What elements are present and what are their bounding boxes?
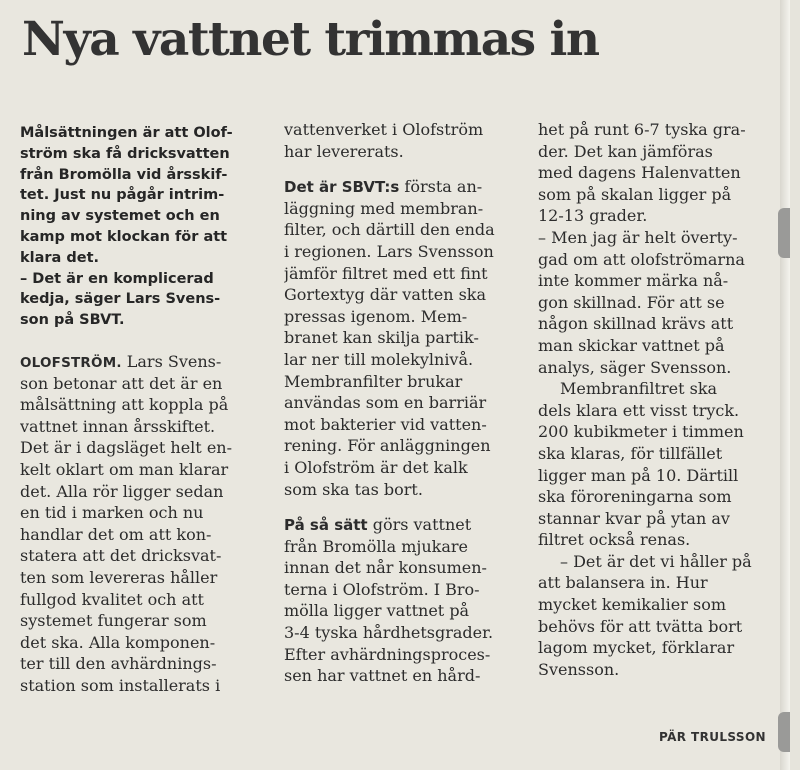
body-line: Det är SBVT:s första an- (284, 177, 483, 197)
body-line: statera att det dricksvat- (20, 546, 222, 566)
lead-line: Målsättningen är att Olof- (20, 125, 233, 141)
page-edge (780, 0, 790, 770)
body-line: som på skalan ligger på (538, 184, 732, 204)
lead-line: tet. Just nu pågår intrim- (20, 187, 225, 204)
lead-line: kedja, säger Lars Svens- (20, 291, 221, 308)
subhead: På så sätt (284, 516, 368, 535)
body-line: det ska. Alla komponen- (20, 632, 216, 652)
body-line: i regionen. Lars Svensson (284, 241, 494, 261)
body-line: mycket kemikalier som (538, 595, 726, 615)
body-line: 12-13 grader. (538, 206, 648, 226)
body-line: målsättning att koppla på (20, 395, 229, 415)
body-line: som ska tas bort. (284, 479, 423, 499)
body-line: behövs för att tvätta bort (538, 616, 743, 636)
lead-line: klara det. (20, 249, 100, 266)
body-line: station som installerats i (20, 675, 221, 695)
paragraph-gap (284, 162, 522, 176)
body-line: det. Alla rör ligger sedan (20, 481, 224, 501)
body-line: På så sätt görs vattnet (284, 515, 472, 535)
body-line: ska klaras, för tillfället (538, 443, 723, 463)
subhead: Det är SBVT:s (284, 178, 400, 197)
body-line: i Olofström är det kalk (284, 457, 468, 477)
body-line: kelt oklart om man klarar (20, 459, 229, 479)
body-line: son betonar att det är en (20, 373, 223, 393)
body-line: 3-4 tyska hårdhetsgrader. (284, 623, 494, 643)
body-line: rening. För anläggningen (284, 436, 491, 456)
body-line: analys, säger Svensson. (538, 357, 732, 377)
body-line: het på runt 6-7 tyska gra- (538, 120, 746, 139)
body-line: branet kan skilja partik- (284, 328, 479, 348)
paragraph-gap (20, 331, 266, 351)
body-line: har levererats. (284, 141, 404, 161)
body-line: Gortextyg där vatten ska (284, 285, 487, 305)
lead-line: son på SBVT. (20, 312, 125, 329)
body-line: man skickar vattnet på (538, 335, 725, 355)
body-line: handlar det om att kon- (20, 524, 212, 544)
body-line: lagom mycket, förklarar (538, 638, 735, 658)
body-line: från Bromölla mjukare (284, 536, 468, 556)
body-line: lar ner till molekylnivå. (284, 349, 474, 369)
lead-line: från Bromölla vid årsskif- (20, 166, 228, 183)
body-line: fullgod kvalitet och att (20, 589, 204, 609)
body-line: – Det är det vi håller på (560, 551, 752, 571)
body-line: mot bakterier vid vatten- (284, 414, 487, 434)
body-line: vattnet innan årsskiftet. (20, 416, 216, 436)
body-line: gon skillnad. För att se (538, 292, 725, 312)
column-2 (284, 119, 522, 687)
body-line: Membranfiltret ska (560, 379, 718, 399)
body-line: Membranfilter brukar (284, 371, 463, 391)
dateline: OLOFSTRÖM. (20, 354, 122, 371)
body-line: mölla ligger vattnet på (284, 601, 470, 621)
body-line: att balansera in. Hur (538, 573, 708, 593)
body-line: – Men jag är helt överty- (538, 227, 738, 247)
body-line: en tid i marken och nu (20, 503, 204, 523)
body-line: Svensson. (538, 659, 620, 679)
body-line: användas som en barriär (284, 393, 487, 413)
body-line: inte kommer märka nå- (538, 271, 729, 291)
body-line: någon skillnad krävs att (538, 314, 734, 334)
body-line: sen har vattnet en hård- (284, 666, 481, 686)
column-3 (538, 119, 780, 680)
body-line: stannar kvar på ytan av (538, 508, 730, 528)
body-line: filter, och därtill den enda (284, 220, 495, 240)
body-line: terna i Olofström. I Bro- (284, 579, 480, 599)
lead-line: ström ska få dricksvatten (20, 145, 230, 162)
body-line: ten som levereras håller (20, 567, 218, 587)
body-line: vattenverket i Olofström (284, 120, 484, 139)
body-line: filtret också renas. (538, 530, 691, 550)
body-line: Det är i dagsläget helt en- (20, 438, 232, 458)
body-line: innan det når konsumen- (284, 558, 487, 578)
article-lead (20, 123, 266, 331)
body-line: med dagens Halenvatten (538, 163, 741, 183)
body-line: läggning med membran- (284, 198, 484, 218)
paragraph-gap (284, 500, 522, 514)
lead-line: ning av systemet och en (20, 208, 220, 225)
body-line: OLOFSTRÖM. Lars Svens- (20, 351, 222, 371)
body-line: der. Det kan jämföras (538, 141, 713, 161)
lead-line: kamp mot klockan för att (20, 228, 228, 245)
body-line: systemet fungerar som (20, 611, 207, 631)
lead-line: – Det är en komplicerad (20, 270, 214, 287)
body-line: jämför filtret med ett fint (284, 263, 488, 283)
body-line: ska föroreningarna som (538, 487, 732, 507)
page-tab-marker (778, 712, 790, 752)
article-headline: Nya vattnet trimmas in (22, 12, 599, 67)
body-line: gad om att olofströmarna (538, 249, 745, 269)
byline: PÄR TRULSSON (658, 730, 766, 744)
body-line: dels klara ett visst tryck. (538, 400, 740, 420)
body-line: pressas igenom. Mem- (284, 306, 468, 326)
body-line: 200 kubikmeter i timmen (538, 422, 744, 442)
body-line: Efter avhärdningsproces- (284, 644, 491, 664)
body-line: ligger man på 10. Därtill (538, 465, 739, 485)
column-1 (20, 123, 266, 696)
body-line: ter till den avhärdnings- (20, 654, 217, 674)
